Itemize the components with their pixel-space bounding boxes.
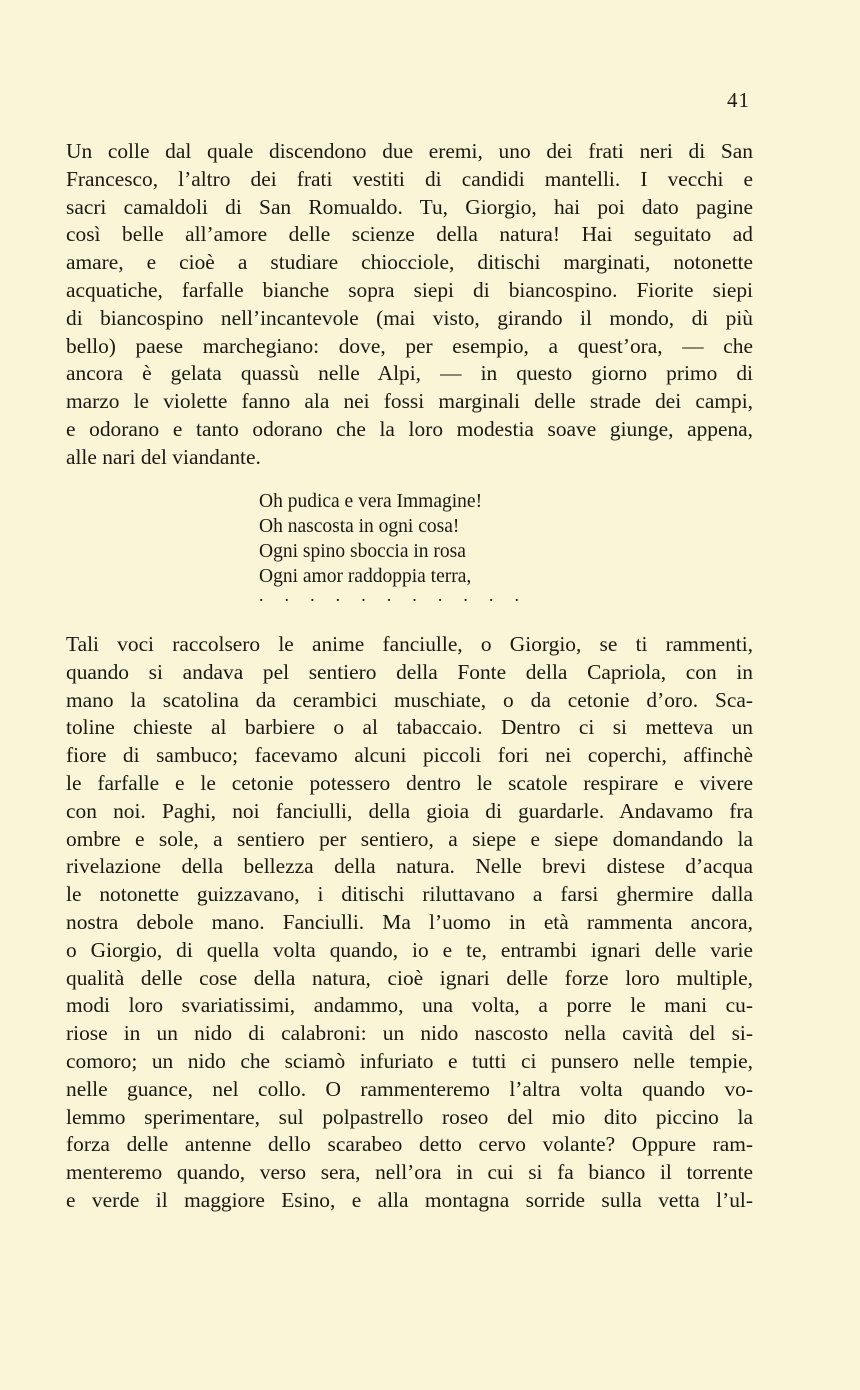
paragraph-1: [66, 138, 753, 472]
poem-quote: [259, 489, 482, 589]
text-line: Un colle dal quale discendono due eremi, uno dei frati neri di San: [66, 139, 753, 163]
poem-verse: Oh pudica e vera Immagine!: [259, 491, 483, 512]
ellipsis-dot: .: [514, 585, 519, 605]
text-line: e odorano e tanto odorano che la loro modestia soave giunge, appena,: [66, 416, 753, 441]
text-line: nelle guance, nel collo. O rammenteremo l’altra volta quando vo-: [66, 1076, 753, 1101]
text-line: o Giorgio, di quella volta quando, io e te, entrambi ignari delle varie: [66, 937, 753, 962]
text-line: marzo le violette fanno ala nei fossi marginali delle strade dei campi,: [66, 389, 753, 414]
text-line: toline chieste al barbiere o al tabaccaio. Dentro ci si metteva un: [66, 715, 753, 740]
ellipsis-dot: .: [361, 585, 366, 605]
paragraph-2: [66, 631, 753, 1215]
text-line: menteremo quando, verso sera, nell’ora in cui si fa bianco il torrente: [66, 1160, 753, 1185]
ellipsis-dot: .: [488, 585, 494, 605]
text-line: rivelazione della bellezza della natura. Nelle brevi distese d’acqua: [66, 854, 753, 879]
ellipsis-dot: .: [386, 585, 392, 605]
text-line: acquatiche, farfalle bianche sopra siepi di biancospino. Fiorite siepi: [66, 277, 753, 302]
ellipsis-dot: .: [412, 585, 417, 605]
text-line: qualità delle cose della natura, cioè ignari delle forze loro multiple,: [66, 965, 753, 990]
text-line: con noi. Paghi, noi fanciulli, della gioia di guardarle. Andavamo fra: [66, 798, 753, 823]
text-line: ombre e sole, a sentiero per sentiero, a siepe e siepe domandando la: [66, 826, 753, 851]
text-line: lemmo sperimentare, sul polpastrello roseo del mio dito piccino la: [66, 1104, 753, 1129]
page-number: 41: [727, 88, 750, 112]
text-line: modi loro svariatissimi, andammo, una volta, a porre le mani cu-: [66, 993, 753, 1018]
text-line: le farfalle e le cetonie potessero dentro le scatole respirare e vivere: [66, 770, 753, 795]
ellipsis-dot: .: [335, 585, 341, 605]
poem-verse: Oh nascosta in ogni cosa!: [259, 516, 460, 537]
text-line: riose in un nido di calabroni: un nido nascosto nella cavità del si-: [66, 1021, 753, 1046]
ellipsis-dot: .: [259, 585, 264, 605]
text-line: alle nari del viandante.: [66, 444, 261, 469]
text-line: Francesco, l’altro dei frati vestiti di candidi mantelli. I vecchi e: [66, 166, 753, 191]
ellipsis-dot: .: [463, 585, 468, 605]
text-line: le notonette guizzavano, i ditischi riluttavano a farsi ghermire dalla: [66, 882, 753, 907]
text-line: e verde il maggiore Esino, e alla montagna sorride sulla vetta l’ul-: [66, 1187, 753, 1212]
text-line: amare, e cioè a studiare chiocciole, ditischi marginati, notonette: [66, 250, 753, 275]
text-line: nostra debole mano. Fanciulli. Ma l’uomo in età rammenta ancora,: [66, 909, 753, 934]
text-line: ancora è gelata quassù nelle Alpi, — in questo giorno primo di: [66, 361, 753, 386]
text-line: bello) paese marchegiano: dove, per esempio, a quest’ora, — che: [66, 333, 753, 358]
text-line: Tali voci raccolsero le anime fanciulle, o Giorgio, se ti rammenti,: [66, 632, 753, 656]
poem-ellipsis: [259, 585, 519, 605]
ellipsis-dot: .: [284, 585, 290, 605]
poem-verse: Ogni spino sboccia in rosa: [259, 541, 466, 562]
ellipsis-dot: .: [437, 585, 443, 605]
text-line: di biancospino nell’incantevole (mai visto, girando il mondo, di più: [66, 305, 753, 330]
text-line: quando si andava pel sentiero della Fonte della Capriola, con in: [66, 659, 753, 684]
text-line: sacri camaldoli di San Romualdo. Tu, Giorgio, hai poi dato pagine: [66, 194, 753, 219]
text-line: forza delle antenne dello scarabeo detto cervo volante? Oppure ram-: [66, 1132, 753, 1157]
poem-verse: Ogni amor raddoppia terra,: [259, 566, 472, 587]
ellipsis-dot: .: [310, 585, 315, 605]
text-line: fiore di sambuco; facevamo alcuni piccoli fori nei coperchi, affinchè: [66, 743, 753, 768]
text-line: comoro; un nido che sciamò infuriato e tutti ci punsero nelle tempie,: [66, 1048, 753, 1073]
text-line: mano la scatolina da cerambici muschiate, o da cetonie d’oro. Sca-: [66, 687, 753, 712]
text-line: così belle all’amore delle scienze della natura! Hai seguitato ad: [66, 222, 753, 247]
